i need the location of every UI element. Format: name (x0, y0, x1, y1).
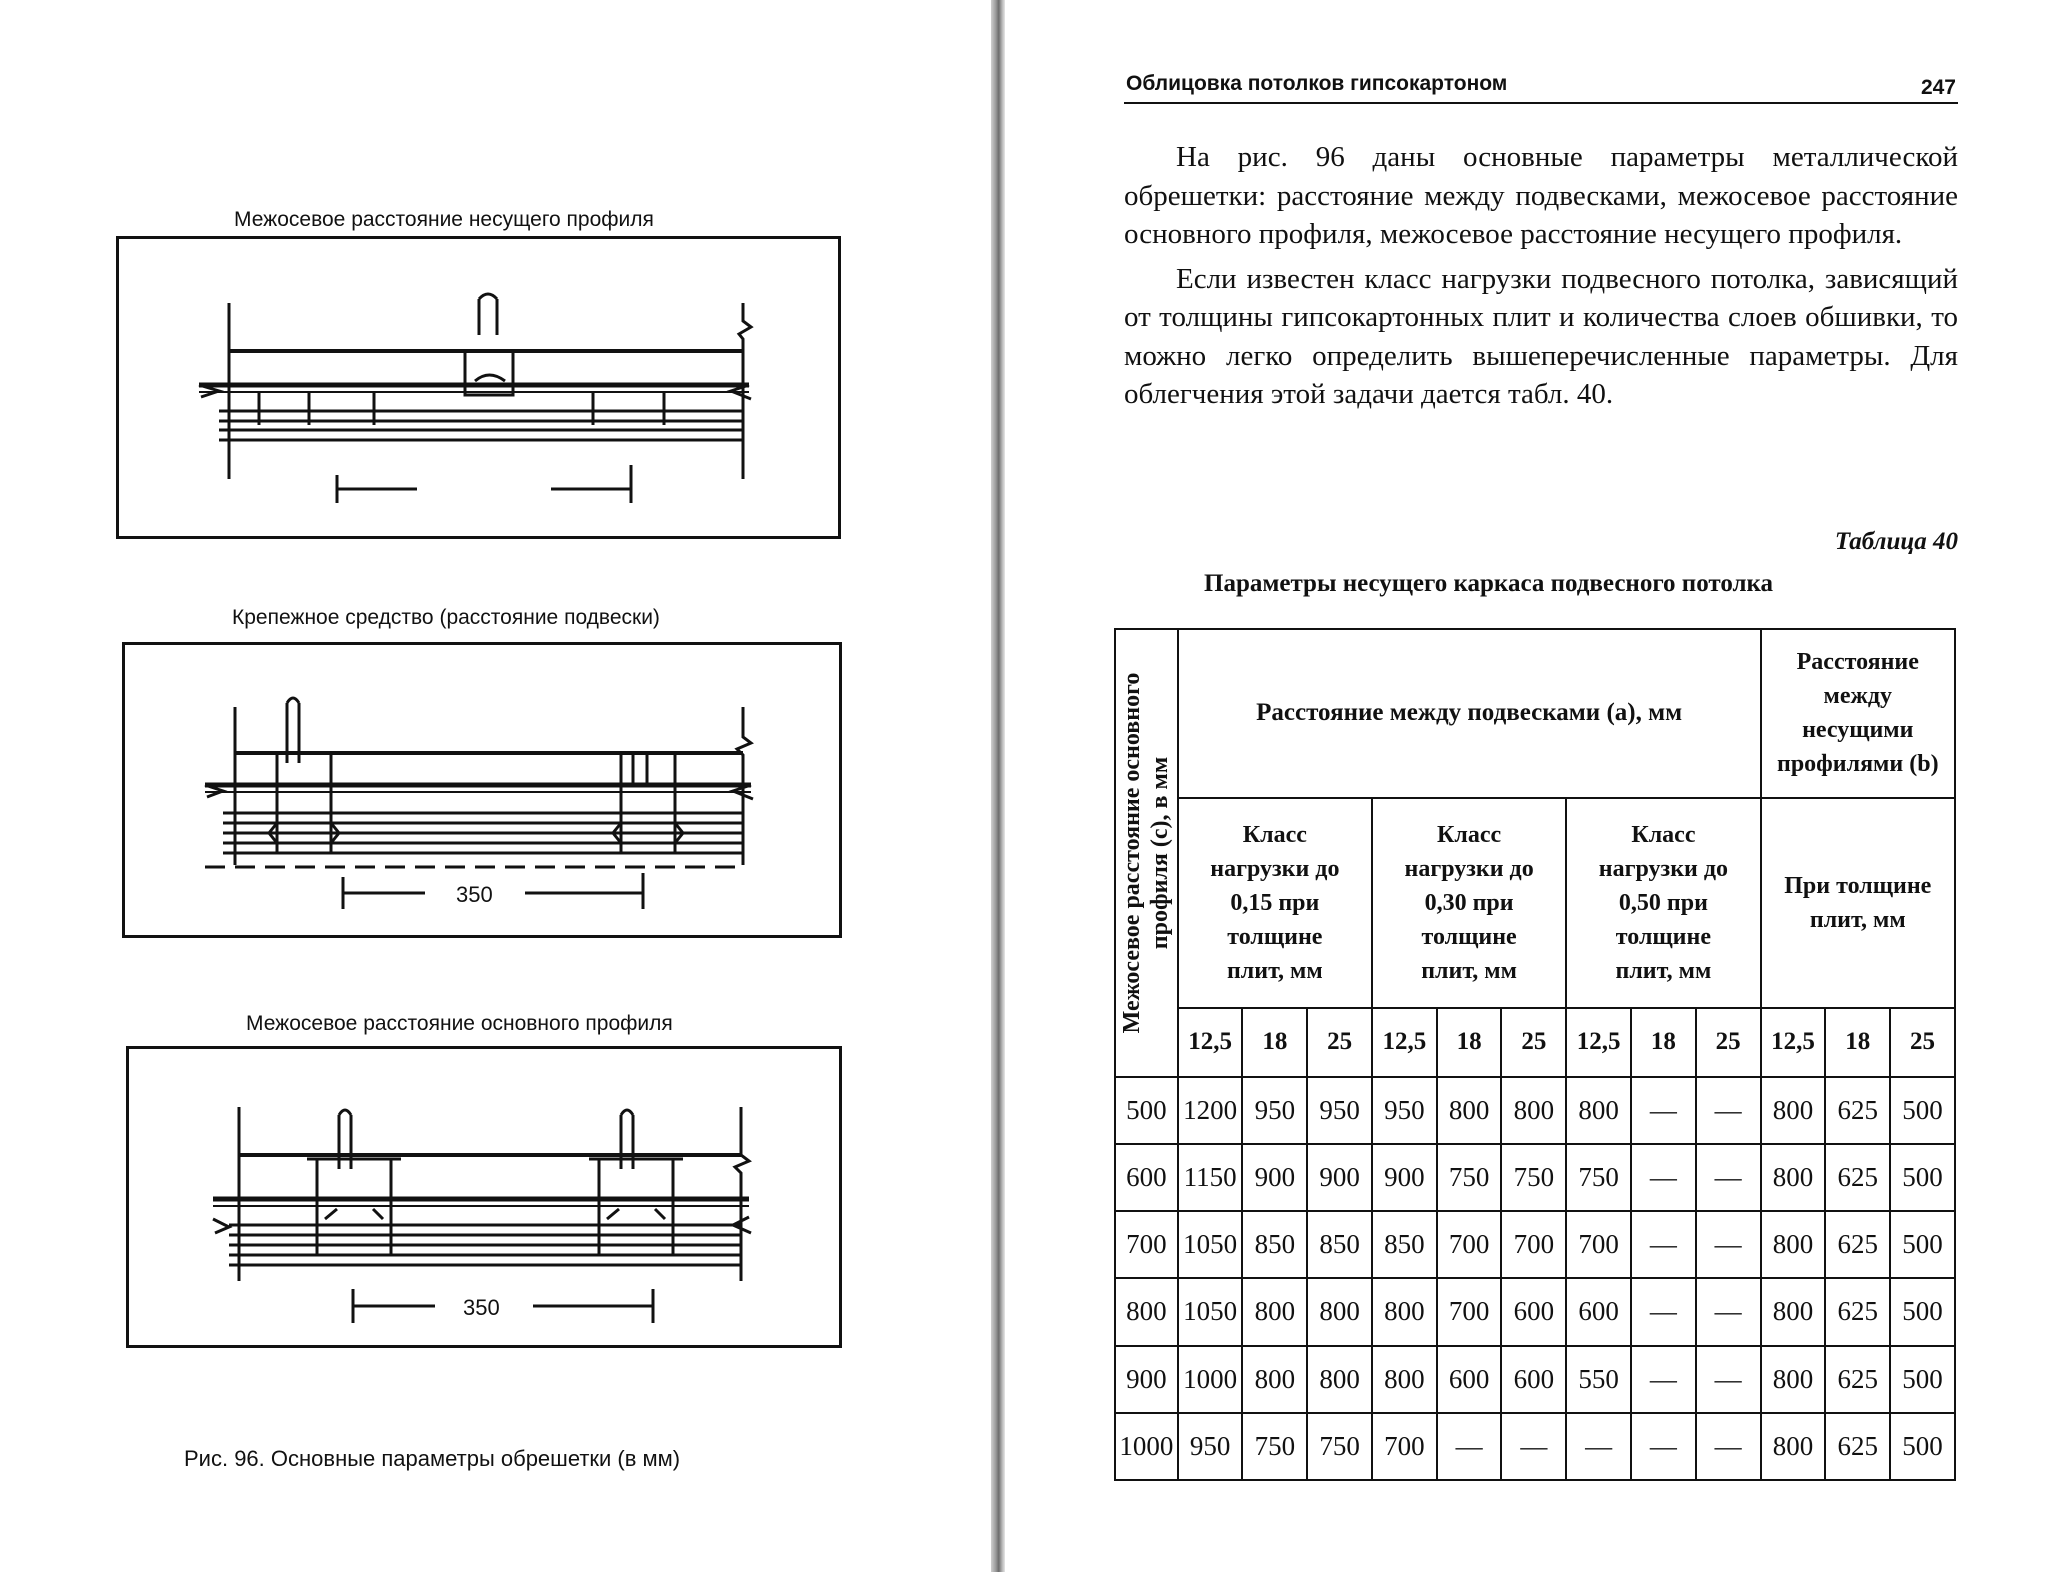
table-cell: 800 (1242, 1346, 1307, 1413)
table-row (1115, 1278, 1955, 1345)
table-cell: 900 (1372, 1144, 1437, 1211)
table-cell: 800 (1437, 1077, 1502, 1144)
table-cell: 625 (1825, 1144, 1890, 1211)
table-cell: 950 (1307, 1077, 1372, 1144)
table-cell: 800 (1501, 1077, 1566, 1144)
table-row (1115, 1346, 1955, 1413)
paragraph-1: На рис. 96 даны основные параметры металлической обрешетки: расстояние между подвесками, межосевое расстояние основного профиля, межосевое расстояние несущего профиля. (1124, 141, 1958, 250)
table-cell: 950 (1178, 1413, 1243, 1480)
table-cell: 800 (1761, 1413, 1826, 1480)
table-cell: 750 (1307, 1413, 1372, 1480)
row-c-value: 500 (1115, 1077, 1178, 1144)
table-cell: 800 (1242, 1278, 1307, 1345)
paragraph-2: Если известен класс нагрузки подвесного потолка, зависящий от толщины гипсокартонных плит и количества слоев обшивки, то можно легко определить вышеперечисленные параметры. Для облегчения этой задачи дается табл. 40. (1124, 262, 1958, 410)
table-cell: 800 (1761, 1346, 1826, 1413)
table-cell: 550 (1566, 1346, 1631, 1413)
table-cell: 700 (1437, 1211, 1502, 1278)
figure-2-caption: Крепежное средство (расстояние подвески) (232, 606, 660, 629)
group-header-a: Расстояние между подвесками (a), мм (1178, 629, 1761, 798)
thickness-cell: 25 (1307, 1008, 1372, 1076)
row-c-value: 800 (1115, 1278, 1178, 1345)
figure-2-drawing (122, 642, 842, 938)
figure-3-caption: Межосевое расстояние основного профиля (246, 1012, 673, 1035)
row-c-value: 1000 (1115, 1413, 1178, 1480)
table-cell: 750 (1437, 1144, 1502, 1211)
figure-1-drawing (116, 236, 841, 539)
table-cell: 500 (1890, 1413, 1955, 1480)
row-c-value: 600 (1115, 1144, 1178, 1211)
table-cell: 750 (1501, 1144, 1566, 1211)
figure-3-dimension: 350 (463, 1295, 500, 1320)
table-cell: 700 (1437, 1278, 1502, 1345)
table-cell: 900 (1242, 1144, 1307, 1211)
figure-1-caption: Межосевое расстояние несущего профиля (234, 208, 654, 231)
class-header-b: При толщине плит, мм (1761, 798, 1955, 1009)
table-row (1115, 1144, 1955, 1211)
row-c-value: 700 (1115, 1211, 1178, 1278)
table-cell: 500 (1890, 1144, 1955, 1211)
thickness-cell: 18 (1242, 1008, 1307, 1076)
thickness-cell: 12,5 (1566, 1008, 1631, 1076)
table-cell: 625 (1825, 1413, 1890, 1480)
table-body (1115, 1077, 1955, 1480)
table-cell: — (1696, 1413, 1761, 1480)
table-cell: 600 (1501, 1346, 1566, 1413)
table-cell: 500 (1890, 1346, 1955, 1413)
row-header-c: Межосевое расстояние основного профиля (c), в мм (1115, 629, 1178, 1077)
figure-3-drawing (126, 1046, 842, 1348)
table-cell: 1000 (1178, 1346, 1243, 1413)
table-cell: 500 (1890, 1077, 1955, 1144)
table-cell: 800 (1761, 1211, 1826, 1278)
table-cell: — (1631, 1413, 1696, 1480)
table-cell: — (1696, 1077, 1761, 1144)
table-row (1115, 1077, 1955, 1144)
table-cell: 625 (1825, 1211, 1890, 1278)
left-page (0, 0, 990, 1572)
table-cell: — (1696, 1211, 1761, 1278)
table-cell: 1050 (1178, 1278, 1243, 1345)
table-cell: 950 (1372, 1077, 1437, 1144)
thickness-cell: 12,5 (1372, 1008, 1437, 1076)
running-head-title: Облицовка потолков гипсокартоном (1126, 72, 1508, 95)
table-cell: 800 (1761, 1077, 1826, 1144)
table-row (1115, 1211, 1955, 1278)
figure-title: Рис. 96. Основные параметры обрешетки (в мм) (184, 1446, 681, 1471)
class-header-030: Класс нагрузки до 0,30 при толщине плит, мм (1372, 798, 1566, 1009)
thickness-row (1115, 1008, 1955, 1076)
table-cell: — (1501, 1413, 1566, 1480)
class-header-015: Класс нагрузки до 0,15 при толщине плит, мм (1178, 798, 1372, 1009)
group-header-b: Расстояние между несущими профилями (b) (1761, 629, 1955, 798)
table-cell: — (1696, 1346, 1761, 1413)
table-cell: 1150 (1178, 1144, 1243, 1211)
table-cell: — (1696, 1144, 1761, 1211)
table-cell: 625 (1825, 1346, 1890, 1413)
table-cell: 600 (1501, 1278, 1566, 1345)
table-cell: — (1631, 1144, 1696, 1211)
table-cell: 700 (1501, 1211, 1566, 1278)
parameters-table (1114, 628, 1956, 1481)
table-cell: 700 (1566, 1211, 1631, 1278)
table-cell: 900 (1307, 1144, 1372, 1211)
table-cell: 500 (1890, 1211, 1955, 1278)
thickness-cell: 12,5 (1178, 1008, 1243, 1076)
table-cell: 600 (1566, 1278, 1631, 1345)
table-cell: — (1566, 1413, 1631, 1480)
table-cell: — (1696, 1278, 1761, 1345)
thickness-cell: 18 (1825, 1008, 1890, 1076)
table-cell: 800 (1307, 1346, 1372, 1413)
table-cell: 750 (1566, 1144, 1631, 1211)
body-text (1124, 138, 1958, 420)
table-cell: 800 (1307, 1278, 1372, 1345)
right-page (1006, 0, 2048, 1572)
figure-2-dimension: 350 (456, 882, 493, 907)
table-cell: 950 (1242, 1077, 1307, 1144)
table-cell: 600 (1437, 1346, 1502, 1413)
table-cell: 1050 (1178, 1211, 1243, 1278)
table-cell: 800 (1372, 1278, 1437, 1345)
table-cell: 700 (1372, 1413, 1437, 1480)
table-cell: 800 (1372, 1346, 1437, 1413)
thickness-cell: 18 (1631, 1008, 1696, 1076)
thickness-cell: 18 (1437, 1008, 1502, 1076)
table-cell: 850 (1372, 1211, 1437, 1278)
thickness-cell: 25 (1890, 1008, 1955, 1076)
book-spine (991, 0, 1005, 1572)
table-label: Таблица 40 (1834, 528, 1958, 555)
table-cell: — (1631, 1077, 1696, 1144)
table-cell: — (1631, 1211, 1696, 1278)
thickness-cell: 25 (1696, 1008, 1761, 1076)
table-cell: — (1631, 1278, 1696, 1345)
table-cell: — (1437, 1413, 1502, 1480)
thickness-cell: 25 (1501, 1008, 1566, 1076)
table-cell: 850 (1307, 1211, 1372, 1278)
table-cell: 1200 (1178, 1077, 1243, 1144)
table-title: Параметры несущего каркаса подвесного потолка (1204, 570, 1774, 597)
thickness-cell: 12,5 (1761, 1008, 1826, 1076)
table-cell: 800 (1761, 1144, 1826, 1211)
running-head (1124, 72, 1958, 104)
table-cell: 800 (1566, 1077, 1631, 1144)
table-cell: 500 (1890, 1278, 1955, 1345)
row-c-value: 900 (1115, 1346, 1178, 1413)
table-row (1115, 1413, 1955, 1480)
table-cell: 800 (1761, 1278, 1826, 1345)
table-cell: — (1631, 1346, 1696, 1413)
page-number: 247 (1920, 76, 1956, 99)
table-cell: 625 (1825, 1077, 1890, 1144)
table-cell: 750 (1242, 1413, 1307, 1480)
class-header-050: Класс нагрузки до 0,50 при толщине плит, мм (1566, 798, 1760, 1009)
table-cell: 625 (1825, 1278, 1890, 1345)
table-cell: 850 (1242, 1211, 1307, 1278)
